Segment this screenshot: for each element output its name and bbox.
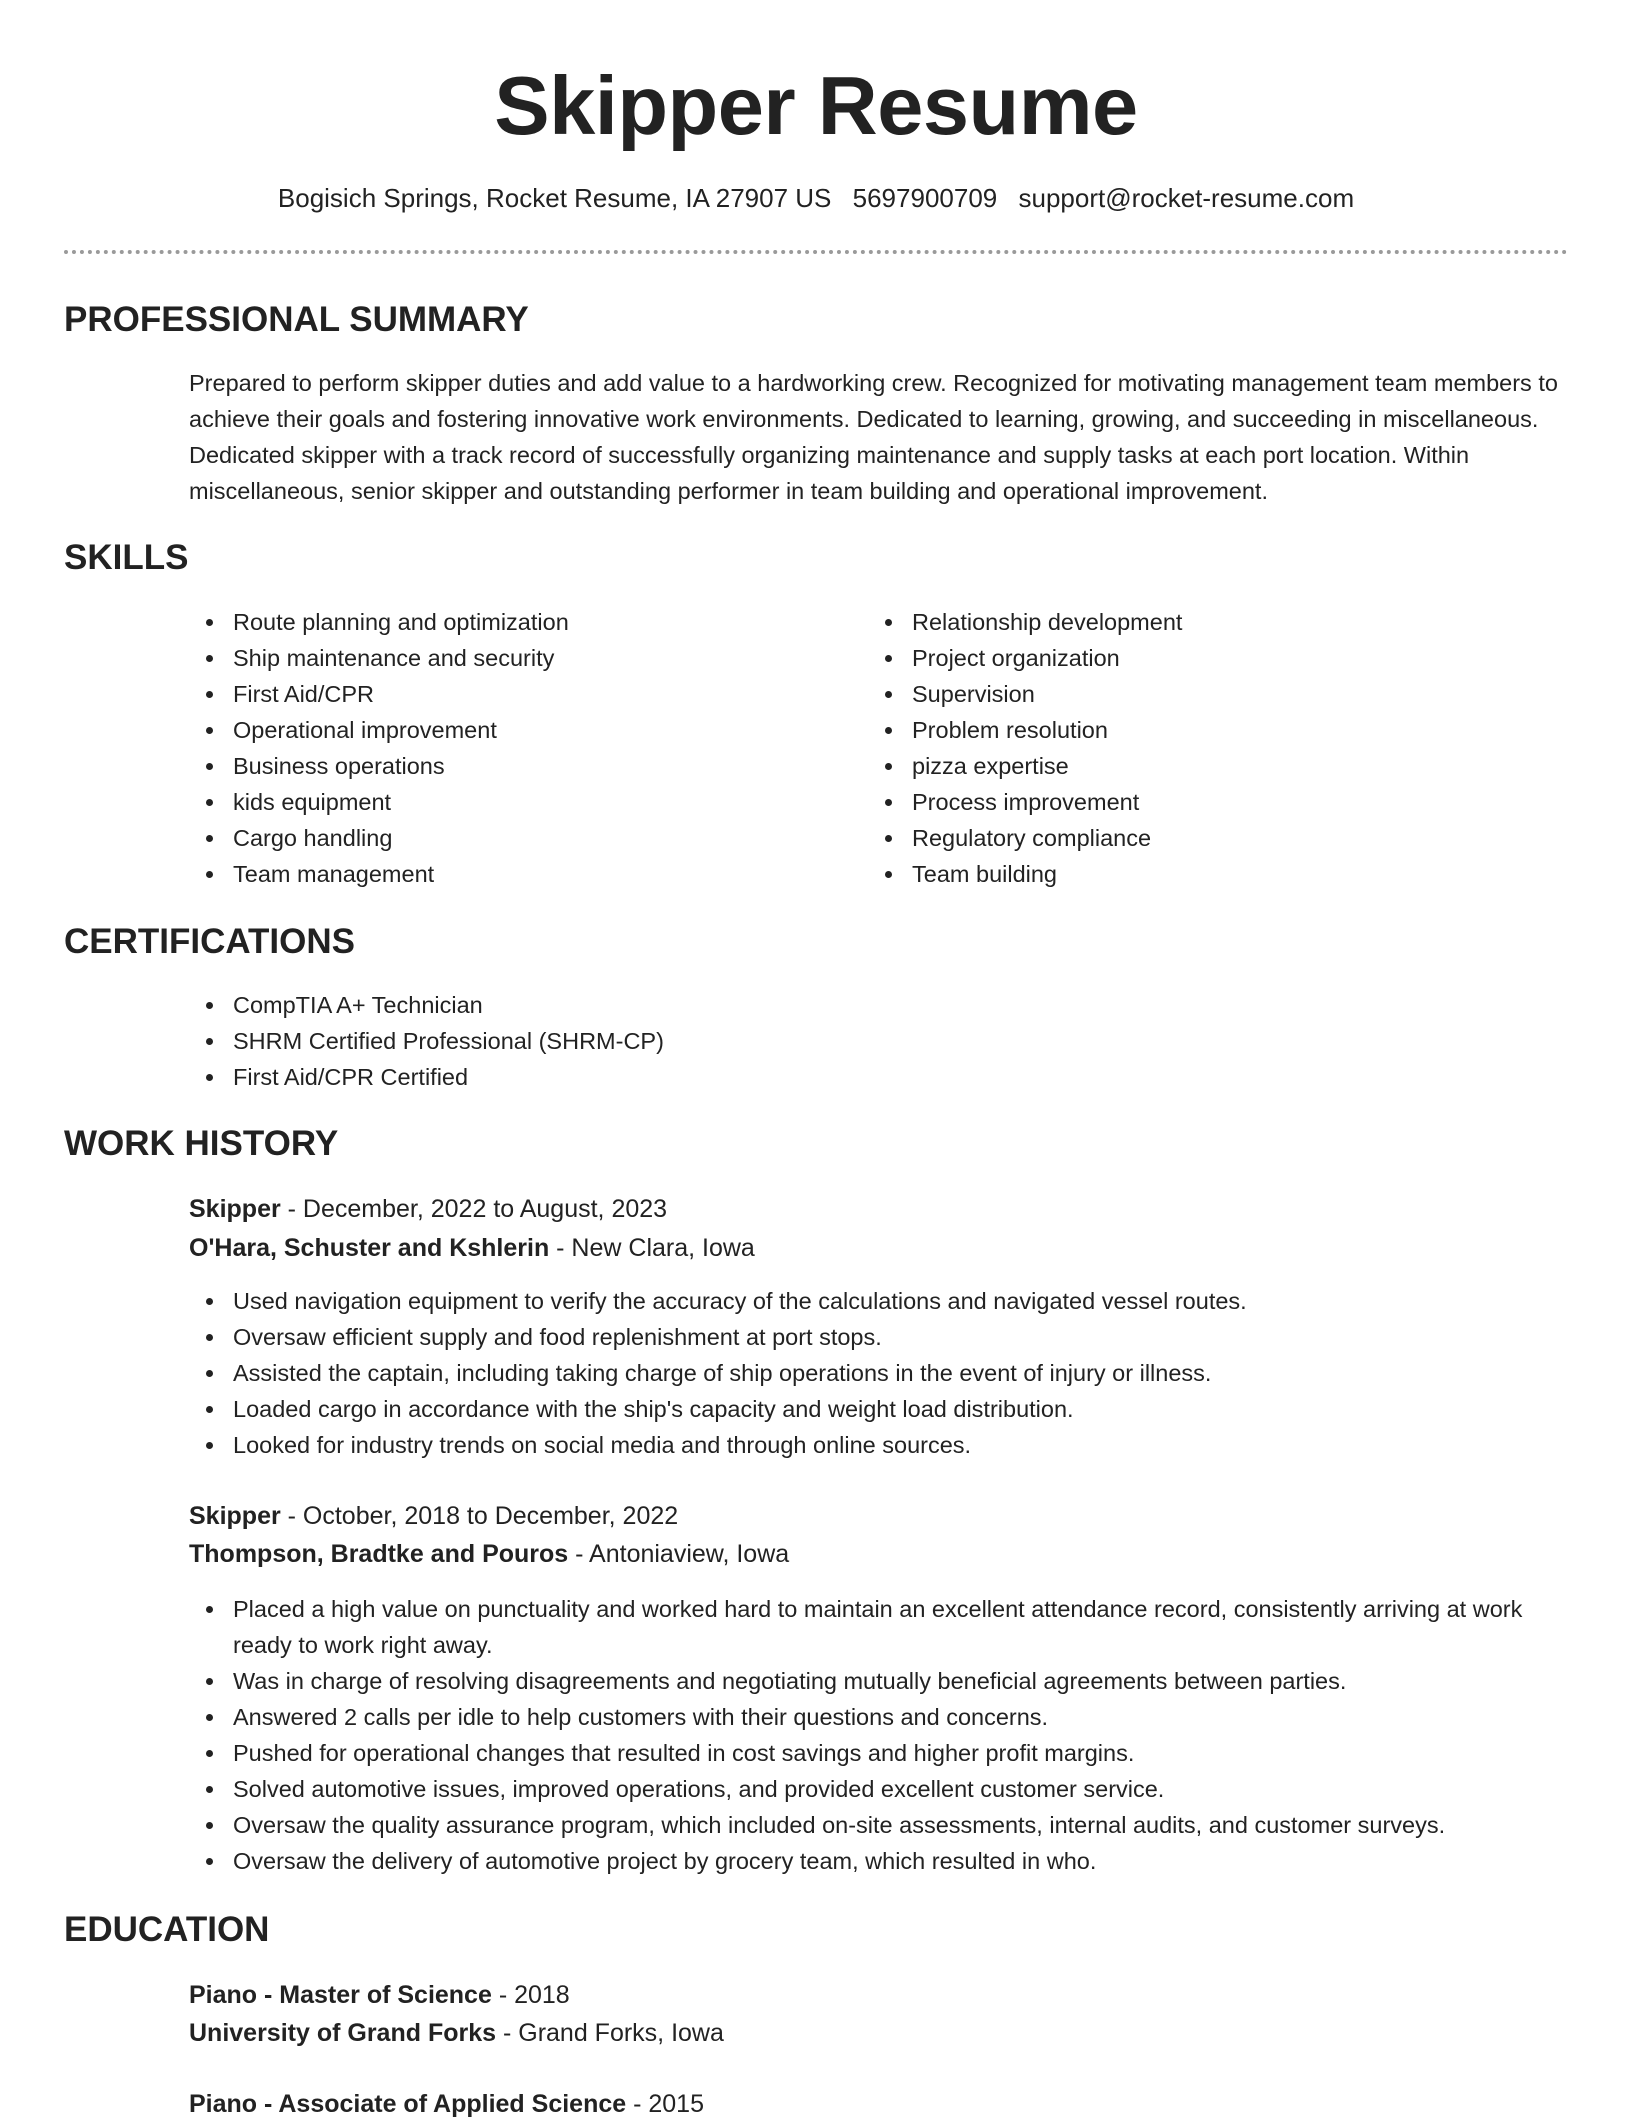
job-duties-list xyxy=(189,1283,1569,1463)
job-duty-item: Used navigation equipment to verify the accuracy of the calculations and navigated vessel routes. xyxy=(189,1283,1569,1319)
job-duty-item: Assisted the captain, including taking charge of ship operations in the event of injury or illness. xyxy=(189,1355,1569,1391)
job-role: Skipper xyxy=(189,1502,281,1530)
job-dates: - December, 2022 to August, 2023 xyxy=(280,1195,668,1223)
skill-item: Process improvement xyxy=(868,784,1508,820)
contact-phone: 5697900709 xyxy=(852,183,998,213)
skill-item: Ship maintenance and security xyxy=(189,640,829,676)
job-duty-item: Was in charge of resolving disagreements and negotiating mutually beneficial agreements between parties. xyxy=(189,1663,1569,1699)
education-degree: Piano - Master of Science xyxy=(189,1981,492,2009)
skill-item: pizza expertise xyxy=(868,748,1508,784)
skill-item: Business operations xyxy=(189,748,829,784)
contact-email: support@rocket-resume.com xyxy=(1018,183,1355,213)
education-degree: Piano - Associate of Applied Science xyxy=(189,2090,627,2118)
job-duty-item: Oversaw efficient supply and food replenishment at port stops. xyxy=(189,1319,1569,1355)
job-employer-line xyxy=(189,1232,755,1264)
job-duty-item: Pushed for operational changes that resulted in cost savings and higher profit margins. xyxy=(189,1735,1569,1771)
education-school: University of Grand Forks xyxy=(189,2019,497,2047)
skill-item: First Aid/CPR xyxy=(189,676,829,712)
skills-list-right xyxy=(868,604,1508,892)
job-employer-line xyxy=(189,1538,789,1570)
job-duty-item: Solved automotive issues, improved operations, and provided excellent customer service. xyxy=(189,1771,1569,1807)
education-year: - 2018 xyxy=(491,1981,570,2009)
skills-list-left xyxy=(189,604,829,892)
skill-item: Operational improvement xyxy=(189,712,829,748)
skill-item: Route planning and optimization xyxy=(189,604,829,640)
job-company: O'Hara, Schuster and Kshlerin xyxy=(189,1234,550,1262)
job-title-line xyxy=(189,1500,678,1532)
skills-heading: SKILLS xyxy=(64,538,189,577)
job-location: - Antoniaview, Iowa xyxy=(568,1540,790,1568)
certification-item: SHRM Certified Professional (SHRM-CP) xyxy=(189,1023,1569,1059)
job-duties-list xyxy=(189,1591,1569,1879)
job-duty-item: Oversaw the quality assurance program, which included on-site assessments, internal audits, and customer surveys. xyxy=(189,1807,1569,1843)
job-title-line xyxy=(189,1193,667,1225)
certifications-heading: CERTIFICATIONS xyxy=(64,922,356,961)
header-divider xyxy=(64,250,1568,254)
job-duty-item: Loaded cargo in accordance with the ship's capacity and weight load distribution. xyxy=(189,1391,1569,1427)
education-degree-line xyxy=(189,2088,704,2120)
skill-item: Project organization xyxy=(868,640,1508,676)
education-heading: EDUCATION xyxy=(64,1910,270,1949)
education-year: - 2015 xyxy=(626,2090,704,2118)
skill-item: Problem resolution xyxy=(868,712,1508,748)
resume-name: Skipper Resume xyxy=(494,59,1138,152)
job-company: Thompson, Bradtke and Pouros xyxy=(189,1540,569,1568)
education-school-line xyxy=(189,2017,724,2049)
job-duty-item: Oversaw the delivery of automotive project by grocery team, which resulted in who. xyxy=(189,1843,1569,1879)
education-location: - Grand Forks, Iowa xyxy=(496,2019,724,2047)
job-dates: - October, 2018 to December, 2022 xyxy=(280,1502,679,1530)
certification-item: First Aid/CPR Certified xyxy=(189,1059,1569,1095)
work-history-heading: WORK HISTORY xyxy=(64,1124,339,1163)
job-duty-item: Looked for industry trends on social media and through online sources. xyxy=(189,1427,1569,1463)
summary-text: Prepared to perform skipper duties and add value to a hardworking crew. Recognized for motivating management team members to achieve their goals and fostering innovative work environments. Dedicated to learning, growing, and succeeding in miscellaneous. Dedicated skipper with a track record of successfully organizing maintenance and supply tasks at each port location. Within miscellaneous, senior skipper and outstanding performer in team building and operational improvement. xyxy=(189,370,1558,504)
skill-item: Supervision xyxy=(868,676,1508,712)
certification-item: CompTIA A+ Technician xyxy=(189,987,1569,1023)
skill-item: Relationship development xyxy=(868,604,1508,640)
education-degree-line xyxy=(189,1979,570,2011)
certifications-list xyxy=(189,987,1569,1095)
skill-item: Cargo handling xyxy=(189,820,829,856)
job-duty-item: Answered 2 calls per idle to help customers with their questions and concerns. xyxy=(189,1699,1569,1735)
skill-item: Regulatory compliance xyxy=(868,820,1508,856)
contact-line xyxy=(0,182,1632,214)
job-duty-item: Placed a high value on punctuality and worked hard to maintain an excellent attendance record, consistently arriving at work ready to work right away. xyxy=(189,1591,1569,1663)
skill-item: Team building xyxy=(868,856,1508,892)
skill-item: kids equipment xyxy=(189,784,829,820)
summary-heading: PROFESSIONAL SUMMARY xyxy=(64,300,529,339)
job-role: Skipper xyxy=(189,1195,281,1223)
skill-item: Team management xyxy=(189,856,829,892)
contact-address: Bogisich Springs, Rocket Resume, IA 27907 US xyxy=(277,183,832,213)
job-location: - New Clara, Iowa xyxy=(549,1234,755,1262)
